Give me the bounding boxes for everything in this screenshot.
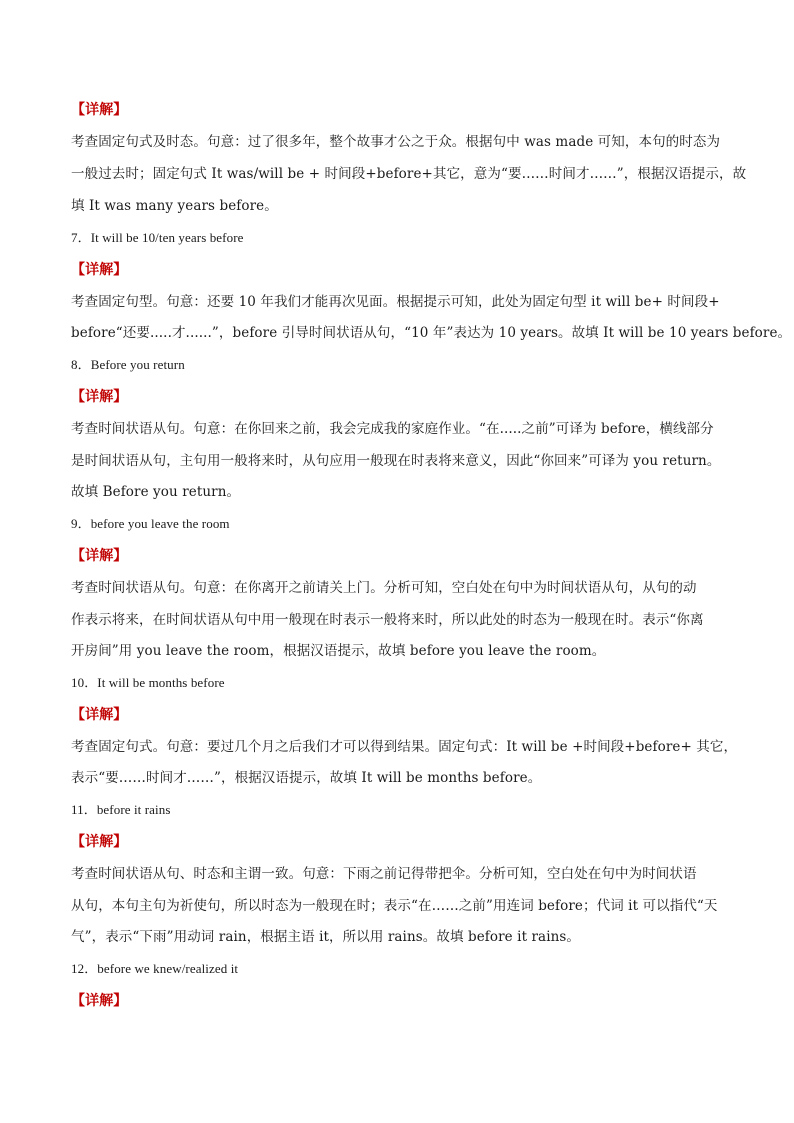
explanation-line: 是时间状语从句，主句用一般将来时，从句应用一般现在时表将来意义，因此“你回来”可译为 you return。: [71, 453, 721, 469]
explanation-line: 开房间”用 you leave the room，根据汉语提示，故填 before you leave the room。: [71, 643, 606, 659]
explanation-heading: 【详解】: [71, 993, 128, 1009]
answer-item-8: 8．Before you return: [71, 357, 185, 372]
answer-item-9: 9．before you leave the room: [71, 516, 230, 531]
explanation-line: 考查时间状语从句。句意：在你离开之前请关上门。分析可知，空白处在句中为时间状语从句，从句的动: [71, 580, 697, 596]
explanation-heading: 【详解】: [71, 389, 128, 405]
explanation-line: 考查固定句式及时态。句意：过了很多年，整个故事才公之于众。根据句中 was made 可知，本句的时态为: [71, 134, 721, 150]
answer-item-7: 7．It will be 10/ten years before: [71, 230, 244, 245]
explanation-line: 考查时间状语从句、时态和主谓一致。句意：下雨之前记得带把伞。分析可知，空白处在句中为时间状语: [71, 866, 697, 882]
explanation-line: 气”，表示“下雨”用动词 rain，根据主语 it，所以用 rains。故填 before it rains。: [71, 929, 581, 945]
explanation-heading: 【详解】: [71, 548, 128, 564]
explanation-line: 考查固定句式。句意：要过几个月之后我们才可以得到结果。固定句式：It will be +时间段+before+ 其它，: [71, 739, 738, 755]
explanation-line: 表示“要……时间才……”，根据汉语提示，故填 It will be months before。: [71, 770, 542, 786]
explanation-line: 一般过去时；固定句式 It was/will be + 时间段+before+其它，意为“要……时间才……”，根据汉语提示，故: [71, 166, 747, 182]
explanation-line: before“还要.....才......”，before 引导时间状语从句，“10 年”表达为 10 years。故填 It will be 10 years before。: [71, 325, 792, 341]
explanation-heading: 【详解】: [71, 707, 128, 723]
answer-item-11: 11．before it rains: [71, 802, 171, 817]
explanation-line: 故填 Before you return。: [71, 484, 241, 500]
explanation-line: 填 It was many years before。: [71, 198, 278, 214]
explanation-heading: 【详解】: [71, 834, 128, 850]
answer-item-12: 12．before we knew/realized it: [71, 961, 239, 976]
explanation-line: 从句，本句主句为祈使句，所以时态为一般现在时；表示“在……之前”用连词 before；代词 it 可以指代“天: [71, 898, 718, 914]
explanation-line: 考查固定句型。句意：还要 10 年我们才能再次见面。根据提示可知，此处为固定句型 it will be+ 时间段+: [71, 294, 720, 310]
explanation-line: 作表示将来，在时间状语从句中用一般现在时表示一般将来时，所以此处的时态为一般现在时。表示“你离: [71, 612, 704, 628]
explanation-heading: 【详解】: [71, 102, 128, 118]
answer-item-10: 10．It will be months before: [71, 675, 225, 690]
explanation-heading: 【详解】: [71, 262, 128, 278]
explanation-line: 考查时间状语从句。句意：在你回来之前，我会完成我的家庭作业。“在.....之前”可译为 before，横线部分: [71, 421, 714, 437]
